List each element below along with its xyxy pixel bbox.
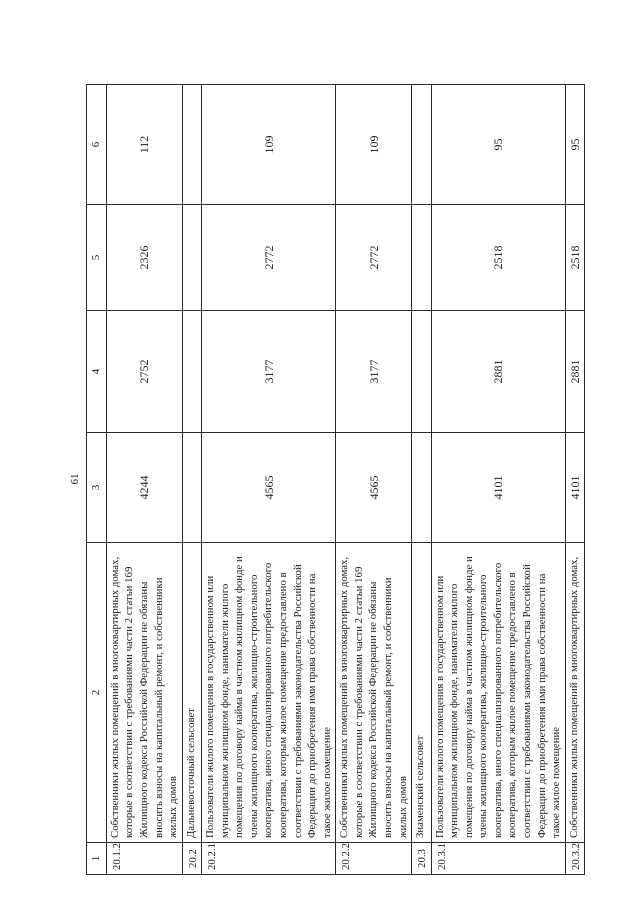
row-description: Дальневосточный сельсовет	[182, 543, 202, 843]
row-value-col5	[412, 205, 432, 311]
tariff-table	[86, 84, 585, 875]
row-value-col6: 109	[336, 85, 412, 205]
row-value-col3	[412, 433, 432, 543]
table-row	[336, 85, 412, 875]
row-value-col5: 2772	[202, 205, 336, 311]
page-number: 61	[69, 473, 81, 485]
row-code: 20.3	[412, 843, 432, 875]
row-description: Собственники жилых помещений в многоквартирных домах, которые в соответствии с требованиями части 2 статьи 169 Жилищного кодекса Российской Федерации не обязаны вносить взносы на капитальный ремонт, и собственники жилых домов	[106, 543, 182, 843]
row-code: 20.3.1	[431, 843, 565, 875]
row-description: Пользователи жилого помещения в государственном или муниципальном жилищном фонде, наниматели жилого помещения по договору найма в частном жилищном фонде и члены жилищного кооператива, жилищно-строительного кооператива, иного специализированного потребительского кооператива, которым жилое помещение предоставлено в соответствии с требованиями законодательства Российской Федерации до приобретения ими права собственности на такое жилое помещение	[431, 543, 565, 843]
row-value-col4: 3177	[202, 311, 336, 433]
row-value-col3	[182, 433, 202, 543]
row-description: Собственники жилых помещений в многоквартирных домах, которые в соответствии с требованиями части 2 статьи 169 Жилищного кодекса Российской Федерации не обязаны вносить взносы на капитальный ремонт, и собственники жилых домов	[336, 543, 412, 843]
table-header-row	[87, 85, 107, 875]
row-value-col3: 4565	[202, 433, 336, 543]
column-header-3: 3	[87, 433, 107, 543]
row-value-col4: 2881	[431, 311, 565, 433]
row-value-col3: 4101	[565, 433, 585, 543]
column-header-6: 6	[87, 85, 107, 205]
row-value-col3: 4244	[106, 433, 182, 543]
table-row	[182, 85, 202, 875]
row-value-col5: 2518	[431, 205, 565, 311]
row-value-col4	[182, 311, 202, 433]
row-value-col5: 2518	[565, 205, 585, 311]
table-row	[202, 85, 336, 875]
column-header-2: 2	[87, 543, 107, 843]
row-value-col3: 4101	[431, 433, 565, 543]
row-value-col4: 3177	[336, 311, 412, 433]
row-value-col6: 95	[565, 85, 585, 205]
row-value-col5: 2326	[106, 205, 182, 311]
table-row	[565, 85, 585, 875]
row-value-col6: 109	[202, 85, 336, 205]
row-value-col5: 2772	[336, 205, 412, 311]
row-value-col3: 4565	[336, 433, 412, 543]
row-value-col4: 2881	[565, 311, 585, 433]
row-value-col6: 112	[106, 85, 182, 205]
row-description: Пользователи жилого помещения в государственном или муниципальном жилищном фонде, наниматели жилого помещения по договору найма в частном жилищном фонде и члены жилищного кооператива, жилищно-строительного кооператива, иного специализированного потребительского кооператива, которым жилое помещение предоставлено в соответствии с требованиями законодательства Российской Федерации до приобретения ими права собственности на такое жилое помещение	[202, 543, 336, 843]
row-code: 20.2.2	[336, 843, 412, 875]
row-value-col5	[182, 205, 202, 311]
rotated-page-content	[86, 85, 624, 875]
column-header-5: 5	[87, 205, 107, 311]
row-value-col6: 95	[431, 85, 565, 205]
row-code: 20.3.2	[565, 843, 585, 875]
row-value-col4: 2752	[106, 311, 182, 433]
row-description: Собственники жилых помещений в многоквартирных домах,	[565, 543, 585, 843]
table-row	[106, 85, 182, 875]
row-value-col4	[412, 311, 432, 433]
table-row	[431, 85, 565, 875]
row-value-col6	[182, 85, 202, 205]
column-header-4: 4	[87, 311, 107, 433]
row-code: 20.2	[182, 843, 202, 875]
row-description: Знаменский сельсовет	[412, 543, 432, 843]
table-row	[412, 85, 432, 875]
row-code: 20.1.2	[106, 843, 182, 875]
row-value-col6	[412, 85, 432, 205]
column-header-1: 1	[87, 843, 107, 875]
row-code: 20.2.1	[202, 843, 336, 875]
